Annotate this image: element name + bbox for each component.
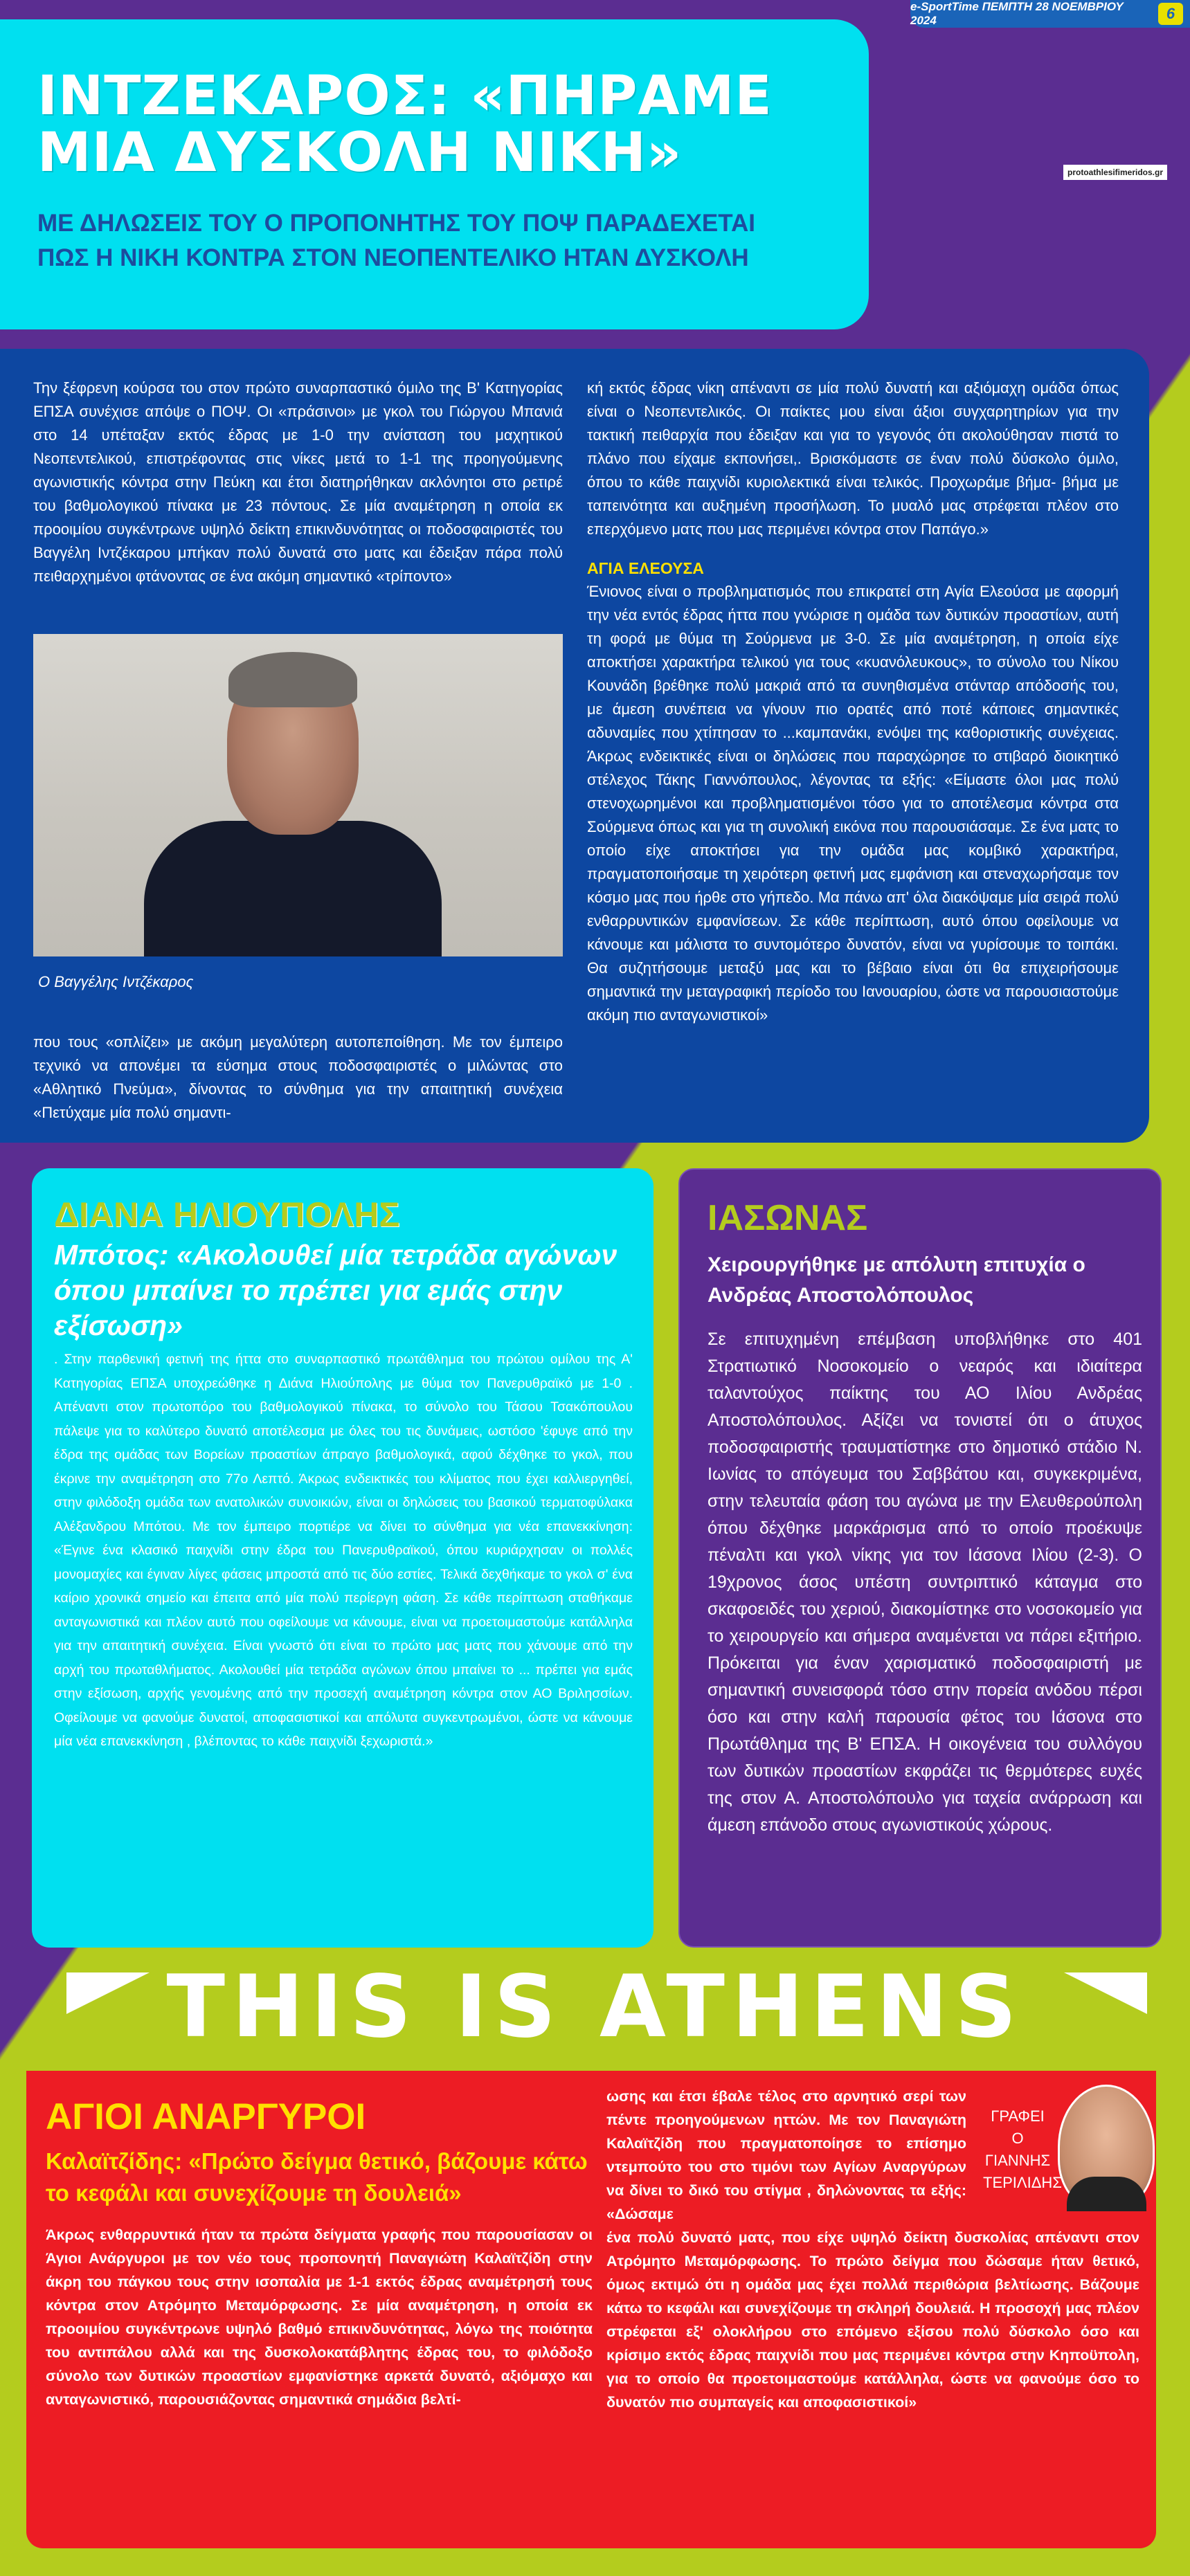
diana-heading: Μπότος: «Ακολουθεί μία τετράδα αγώνων όπου μπαίνει το πρέπει για εμάς στην εξίσωση» [54, 1239, 617, 1341]
this-is-athens-banner [0, 1952, 1190, 2062]
diana-body: . Στην παρθενική φετινή της ήττα στο συναρπαστικό πρωτάθλημα του πρώτου ομίλου της Α' Κατηγορίας ΕΠΣΑ υποχρεώθηκε η Διάνα Ηλιούπολης με θύμα τον Πανερυθραϊκό με 1-0 . Απέναντι στον πρωτοπόρο του βαθμολογικού πίνακα, το σύνολο του Τάσου Τσακόπουλου πάλεψε για το καλύτερο δυνατό αποτέλεσμα με όλες του τις δυνάμεις, ωστόσο 'έφυγε από την έδρα της ομάδας των Βορείων προαστίων άπραγο βαθμολογικά, αφού δέχθηκε το γκολ, που έκρινε την αναμέτρηση στο 77ο Λεπτό. Άκρως ενδεικτικές του κλίματος που έχει καλλιεργηθεί, στην φιλόδοξη ομάδα των ανατολικών συνοικιών, είναι οι δηλώσεις του βασικού τερματοφύλακα Αλέξανδρου Μπότου. Με τον έμπειρο πορτιέρε να δίνει το σύνθημα για νέα επανεκκίνηση: «Έγινε ένα κλασικό παιχνίδι στην έδρα του Πανερυθραϊκού, όπου κυριάρχησαν οι πολλές μονομαχίες και έγιναν λίγες φάσεις μπροστά από τις δύο εστίες. Τελικά δεχθήκαμε το γκολ σ' ένα καίριο χρονικά σημείο και έπειτα από μία πολύ περίεργη φάση. Σε κάθε περίπτωση σταθήκαμε ανταγωνιστικά και πλέον αυτό που οφείλουμε να κάνουμε, είναι να προετοιμαστούμε κατάλληλα για την απαιτητική συνέχεια. Είναι γνωστό ότι είναι το πρώτο μας ματς που χάνουμε από την αρχή του πρωταθλήματος. Ακολουθεί μία τετράδα αγώνων όπου μπαίνει το ... πρέπει για εμάς στην εξίσωση, αρχής γενομένης από την προσεχή αναμέτρηση κόντρα στον ΑΟ Βριλησσίων. Οφείλουμε να φανούμε δυνατοί, αποφασιστικοί και απόλυτα συγκεντρωμένοι, ώστε να κάνουμε μία νέα επανεκκίνηση , βλέποντας το κάθε παιχνίδι ξεχωριστά.» [54, 1352, 633, 1749]
agioi-heading: Καλαϊτζίδης: «Πρώτο δείγμα θετικό, βάζουμε κάτω το κεφάλι και συνεχίζουμε τη δουλειά» [46, 2148, 588, 2206]
subheadline [37, 206, 841, 275]
subheadline-line-2: ΠΩΣ Η ΝΙΚΗ ΚΟΝΤΡΑ ΣΤΟΝ ΝΕΟΠΕΝΤΕΛΙΚΟ ΗΤΑΝ ΔΥΣΚΟΛΗ [37, 244, 749, 271]
headline-line-2: ΜΙΑ ΔΥΣΚΟΛΗ ΝΙΚΗ» [37, 122, 683, 184]
photo-hair [228, 652, 357, 707]
main-col-2 [587, 377, 1119, 1027]
agioi-left-col [46, 2096, 593, 2411]
headline [37, 65, 841, 184]
diana-box [32, 1168, 653, 1948]
agioi-right-body: ένα πολύ δυνατό ματς, που είχε υψηλό δείκτη δυσκολίας απέναντι στον Ατρόμητο Μεταμόρφωσης. Το πρώτο δείγμα που δώσαμε ήταν θετικό, όμως εκτιμώ ότι η ομάδα μας έχει πολλά περιθώρια βελτίωσης. Βάζουμε κάτω το κεφάλι και συνεχίζουμε τη σκληρή δουλειά. Η προσοχή μας πλέον στρέφεται εξ' ολοκλήρου στο επόμενο εξίσου πολύ δύσκολο όσο και κρίσιμο εκτός έδρας παιχνίδι που μας περιμένει κόντρα στην Κηποϋπολη, για το οποίο θα προετοιμαστούμε κατάλληλα, ώστε να φανούμε όσο το δυνατόν πιο συμπαγείς και αποφασιστικοί» [606, 2229, 1139, 2411]
site-tag: protoathlesifimeridos.gr [1063, 165, 1167, 180]
agioi-title: ΑΓΙΟΙ ΑΝΑΡΓΥΡΟΙ [46, 2096, 366, 2137]
main-col-1-bottom: που τους «οπλίζει» με ακόμη μεγαλύτερη αυτοπεποίθηση. Με τον έμπειρο τεχνικό να απονέμει τα εύσημα στους ποδοσφαιριστές ο μιλώντας στο «Αθλητικό Πνεύμα», δίνοντας το σύνθημα για την απαιτητική συνέχεια «Πετύχαμε μία πολύ σημαντι- [33, 1033, 563, 1121]
diana-title: ΔΙΑΝΑ ΗΛΙΟΥΠΟΛΗΣ [54, 1195, 400, 1234]
main-col-1-top: Την ξέφρενη κούρσα του στον πρώτο συναρπαστικό όμιλο της Β' Κατηγορίας ΕΠΣΑ συνέχισε απόψε ο ΠΟΨ. Οι «πράσινοι» με γκολ του Γιώργου Μπανιά στο 14 υπέταξαν εκτός έδρας με 1-0 την ανίσταση του μαχητικού Νεοπεντελικού, επιστρέφοντας στις νίκες μετά το 1-1 της προηγούμενης αγωνιστικής κόντρα στην Πεύκη και έτσι διατηρήθηκαν ακλόνητοι στο ρετιρέ του βαθμολογικού πίνακα με 23 πόντους. Σε μία αναμέτρηση η οποία εκ προοιμίου συγκέντρωνε υψηλό δείκτη επικινδυνότητας οι ποδοσφαιριστές του Βαγγέλη Ιντζέκαρου μπήκαν πολύ δυνατά στο ματς και έδειξαν πάρα πολύ πειθαρχημένοι φτάνοντας σε ένα ακόμη σημαντικό «τρίποντο» [33, 379, 563, 585]
main-article [0, 349, 1149, 1143]
headline-line-1: ΙΝΤΖΕΚΑΡΟΣ: «ΠΗΡΑΜΕ [37, 65, 773, 127]
subheadline-line-1: ΜΕ ΔΗΛΩΣΕΙΣ ΤΟΥ Ο ΠΡΟΠΟΝΗΤΗΣ ΤΟΥ ΠΟΨ ΠΑΡΑΔΕΧΕΤΑΙ [37, 210, 756, 237]
iason-title: ΙΑΣΩΝΑΣ [707, 1198, 868, 1238]
iason-box [678, 1168, 1162, 1948]
main-col-2-p1: κή εκτός έδρας νίκη απέναντι σε μία πολύ δυνατή και αξιόμαχη ομάδα όπως είναι ο Νεοπεντελικός. Οι παίκτες μου είναι άξιοι συγχαρητηρίων για την τακτική πειθαρχία που έδειξαν και για το γεγονός ότι ακολούθησαν πιστά το πλάνο που είχαμε εκπονήσει,. Βρισκόμαστε σε έναν πολύ δύσκολο όμιλο, όπου το κάθε παιχνίδι κυριολεκτικά είναι τελικός. Προχωράμε βήμα- βήμα με ταπεινότητα και αυξημένη προσήλωση. Το μυαλό μας στρέφεται πλέον στο επερχόμενο ματς που μας περιμένει κόντρα στον Παπάγο.» [587, 379, 1119, 538]
banner-left-arrow-icon [66, 1972, 150, 2014]
iason-heading: Χειρουργήθηκε με απόλυτη επιτυχία ο Ανδρέας Αποστολόπουλος [707, 1253, 1085, 1307]
author-byline: ΓΡΑΦΕΙ Ο ΓΙΑΝΝΗΣ ΤΕΡΙΛΙΔΗΣ [983, 2107, 1062, 2191]
author-photo [1058, 2085, 1155, 2209]
iason-body: Σε επιτυχημένη επέμβαση υποβλήθηκε στο 401 Στρατιωτικό Νοσοκομείο ο νεαρός και ιδιαίτερα ταλαντούχος παίκτης του ΑΟ Ιλίου Ανδρέας Αποστολόπουλος. Αξίζει να τονιστεί ότι ο άτυχος ποδοσφαιριστής τραυματίστηκε στο δημοτικό στάδιο Ν. Ιωνίας το απόγευμα του Σαββάτου και, συγκεκριμένα, στην τελευταία φάση του αγώνα με την Ελευθερούπολη όπου δέχθηκε μαρκάρισμα από το οποίο προέκυψε πέναλτι και γκολ νίκης για τον Ιάσονα Ιλίου (2-3). Ο 19χρονος άσος υπέστη συντριπτικό κάταγμα στο σκαφοειδές του χεριού, διακομίστηκε στο νοσοκομείο για το χειρουργείο και σήμερα αναμένεται να πάρει εξιτήριο. Πρόκειται για έναν χαρισματικό ποδοσφαιριστή με σημαντική συνεισφορά τόσο στην πορεία ανόδου πέρσι όσο και στην καλή παρουσία φέτος του Ιάσονα στο Πρωτάθλημα της Β' ΕΠΣΑ. Η οικογένεια του συλλόγου των δυτικών προαστίων εκφράζει τις θερμότερες ευχές της στον Α. Αποστολόπουλο για ταχεία ανάρρωση και άμεση επάνοδο στους αγωνιστικούς χώρους. [707, 1330, 1142, 1835]
photo-caption: Ο Βαγγέλης Ιντζέκαρος [38, 973, 194, 990]
author-photo-shirt [1067, 2177, 1146, 2211]
coach-photo [33, 634, 563, 956]
banner-text: THIS IS ATHENS [166, 1957, 1024, 2057]
agioi-right-intro: ωσης και έτσι έβαλε τέλος στο αρνητικό σερί των πέντε προηγούμενων ηττών. Με τον Παναγιώτη Καλαϊτζίδη που πραγματοποίησε το επίσημο ντεμπούτο του στο τιμόνι των Αγίων Αναργύρων να δίνει το δικό του στίγμα , δηλώνοντας τα εξής: «Δώσαμε [606, 2088, 966, 2222]
page-number: 6 [1158, 3, 1183, 25]
agioi-box [26, 2071, 1156, 2548]
top-bar [910, 0, 1190, 28]
publication-date: e-SportTime ΠΕΜΠΤΗ 28 ΝΟΕΜΒΡΙΟΥ 2024 [910, 0, 1124, 27]
section-subhead: ΑΓΙΑ ΕΛΕΟΥΣΑ [587, 559, 704, 577]
main-col-2-p2: Ένιονος είναι ο προβληματισμός που επικρατεί στη Αγία Ελεούσα με αφορμή την νέα εντός έδρας ήττα που γνώρισε η ομάδα των δυτικών προαστίων, αυτή τη φορά με θύμα τη Σούρμενα με 3-0. Σε μία αναμέτρηση, η οποία είχε αποκτήσει χαρακτήρα τελικού για τους «κυανόλευκους», το σύνολο του Νίκου Κουνάδη βρέθηκε πολύ μακριά από τα συνηθισμένα στάνταρ απόδοσής του, με άμεση συνέπεια να γίνουν πιο ορατές από ποτέ κάποιες σημαντικές αδυναμίες που χτίπησαν το ...καμπανάκι, ενόψει της καθοριστικής συνέχειας. Άκρως ενδεικτικές είναι οι δηλώσεις που παραχώρησε το στιβαρό διοικητικό στέλεχος Τάκης Γιαννόπουλος, λέγοντας τα εξής: «Είμαστε όλοι μας πολύ στενοχωρημένοι και προβληματισμένοι τόσο για το αποτέλεσμα κόντρα στα Σούρμενα όπως και για τη συνολική εικόνα που παρουσιάσαμε. Σε ένα ματς το οποίο είχε αποκτήσει για την ομάδα μας κομβικό χαρακτήρα, πραγματοποιήσαμε τη χειρότερη φετινή μας εμφάνιση και στεναχωρήσαμε τον κόσμο μας που ήρθε στο γήπεδο. Μα πάνω απ' όλα διακόψαμε μία σειρά πολύ ενθαρρυντικών εμφανίσεων. Σε κάθε περίπτωση, αυτό όπου οφείλουμε να κάνουμε και μάλιστα το συντομότερο δυνατόν, είναι να γυρίσουμε το τοιπάκι. Θα συζητήσουμε μεταξύ μας και το βέβαιο είναι ότι θα επιχειρήσουμε σημαντικά την μεταγραφική περίοδο του Ιανουαρίου, ώστε να παρουσιαστούμε ακόμη πιο ανταγωνιστικοί» [587, 583, 1119, 1024]
agioi-left-body: Άκρως ενθαρρυντικά ήταν τα πρώτα δείγματα γραφής που παρουσίασαν οι Άγιοι Ανάργυροι με τον νέο τους προπονητή Παναγιώτη Καλαϊτζίδη στην άκρη του πάγκου τους στην ισοπαλία με 1-1 εκτός έδρας αναμέτρησή τους κόντρα στον Ατρόμητο Μεταμόρφωσης. Σε μία αναμέτρηση, η οποία εκ προοιμίου συγκέντρωνε υψηλό βαθμό επικινδυνότητας, λόγω της ποιότητα του αντιπάλου αλλά και της δυσκολοκατάβλητης έδρας του, το φιλόδοξο σύνολο των δυτικών προαστίων εμφανίστηκε αρκετά δυνατό, αξιόμαχο και ανταγωνιστικό, παρουσιάζοντας σημαντικά σημάδια βελτί- [46, 2226, 593, 2408]
article-header [0, 19, 869, 329]
banner-right-arrow-icon [1064, 1972, 1147, 2014]
photo-jacket [144, 821, 442, 956]
